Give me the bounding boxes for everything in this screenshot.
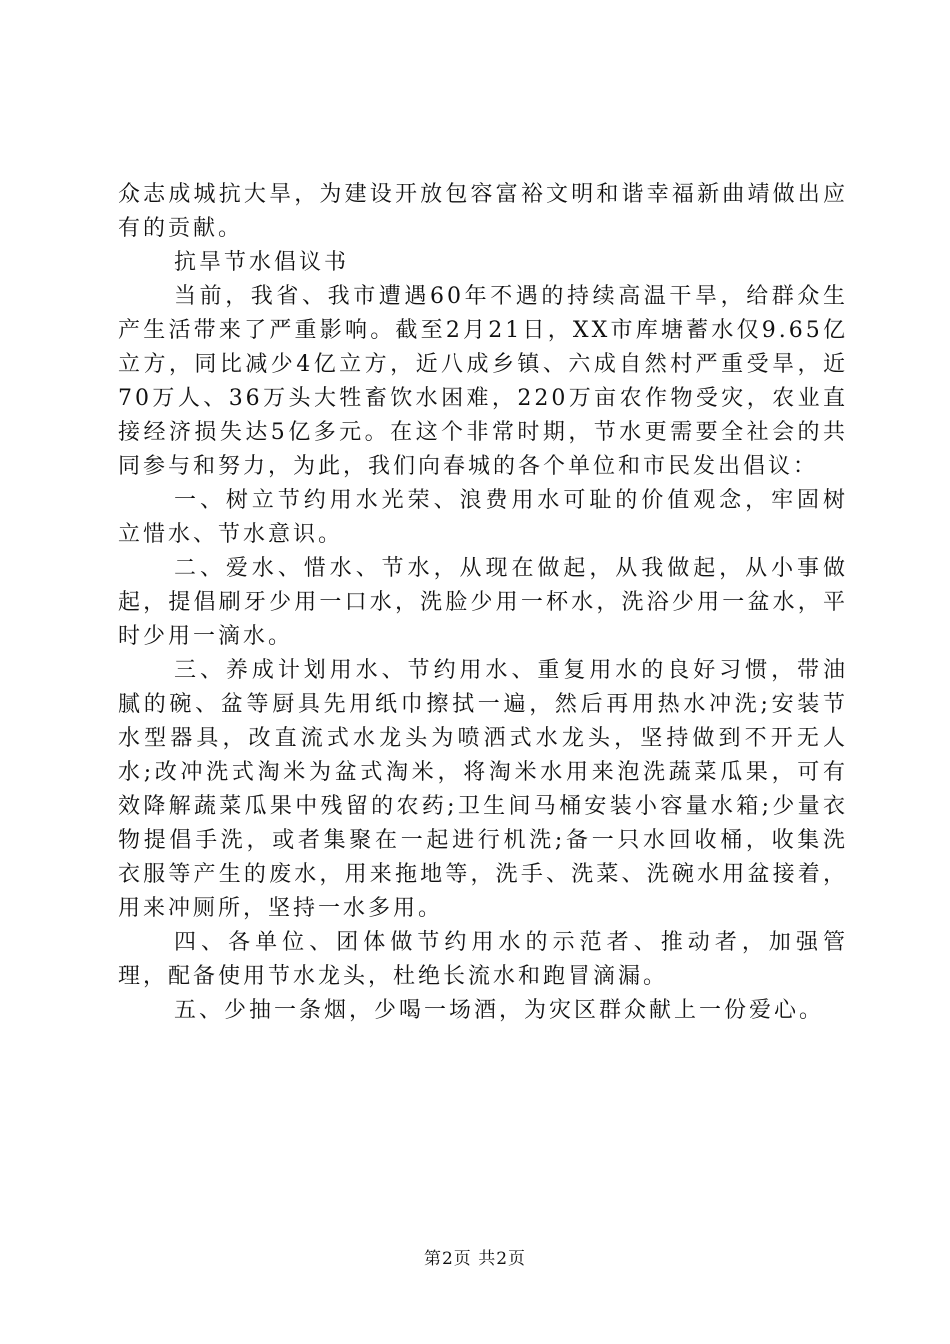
- paragraph-continuation: 众志成城抗大旱，为建设开放包容富裕文明和谐幸福新曲靖做出应有的贡献。: [118, 182, 848, 241]
- paragraph-intro: 当前，我省、我市遭遇60年不遇的持续高温干旱，给群众生产生活带来了严重影响。截至2月21日，XX市库塘蓄水仅9.65亿立方，同比减少4亿立方，近八成乡镇、六成自然村严重受旱，近70万人、36万头大牲畜饮水困难，220万亩农作物受灾，农业直接经济损失达5亿多元。在这个非常时期，节水更需要全社会的共同参与和努力，为此，我们向春城的各个单位和市民发出倡议：: [118, 284, 848, 479]
- document-body: [118, 178, 848, 1028]
- page-number-footer: 第2页 共2页: [423, 1249, 527, 1269]
- paragraph-item-4: 四、各单位、团体做节约用水的示范者、推动者，加强管理，配备使用节水龙头，杜绝长流水和跑冒滴漏。: [118, 930, 848, 989]
- paragraph-item-3: 三、养成计划用水、节约用水、重复用水的良好习惯，带油腻的碗、盆等厨具先用纸巾擦拭一遍，然后再用热水冲洗;安装节水型器具，改直流式水龙头为喷洒式水龙头，坚持做到不开无人水;改冲洗式淘米为盆式淘米，将淘米水用来泡洗蔬菜瓜果，可有效降解蔬菜瓜果中残留的农药;卫生间马桶安装小容量水箱;少量衣物提倡手洗，或者集聚在一起进行机洗;备一只水回收桶，收集洗衣服等产生的废水，用来拖地等，洗手、洗菜、洗碗水用盆接着，用来冲厕所，坚持一水多用。: [118, 658, 848, 921]
- paragraph-item-5: 五、少抽一条烟，少喝一场酒，为灾区群众献上一份爱心。: [174, 998, 825, 1023]
- paragraph-heading: 抗旱节水倡议书: [174, 250, 350, 275]
- paragraph-item-1: 一、树立节约用水光荣、浪费用水可耻的价值观念，牢固树立惜水、节水意识。: [118, 488, 848, 547]
- paragraph-item-2: 二、爱水、惜水、节水，从现在做起，从我做起，从小事做起，提倡刷牙少用一口水，洗脸少用一杯水，洗浴少用一盆水，平时少用一滴水。: [118, 556, 848, 649]
